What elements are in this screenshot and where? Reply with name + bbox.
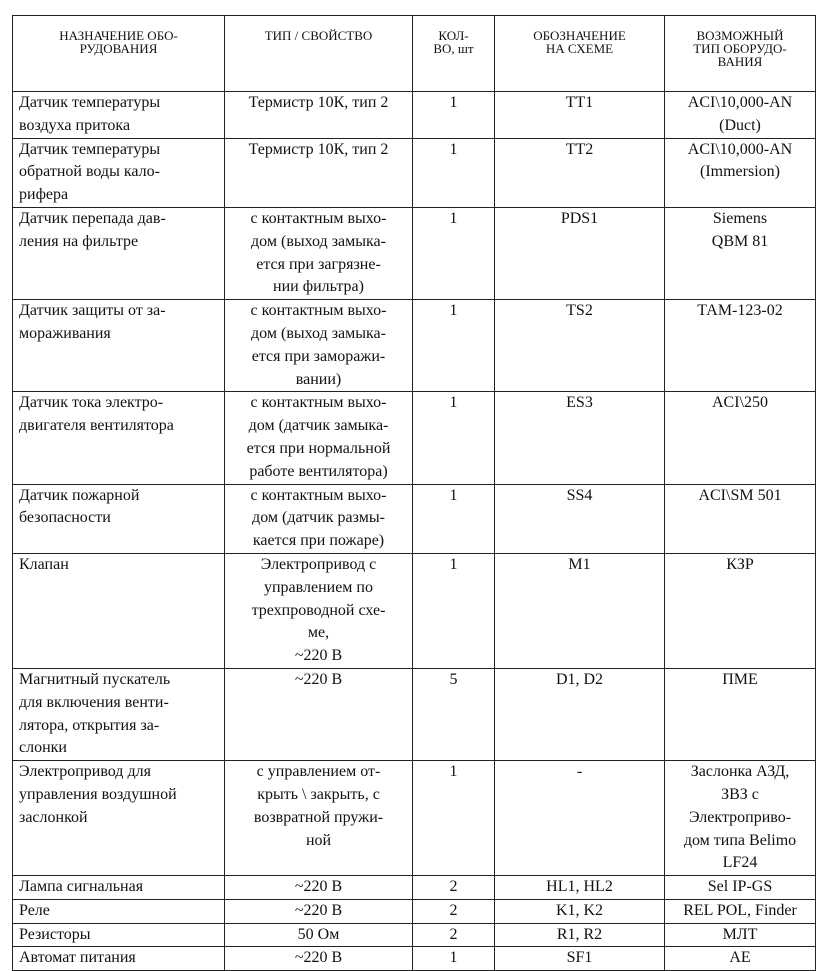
cell-qty: 1 xyxy=(413,300,495,392)
cell-purpose-line: Лампа сигнальная xyxy=(19,878,144,896)
cell-type-line: дом (выход замыка- xyxy=(251,324,386,342)
cell-qty: 1 xyxy=(413,553,495,668)
cell-type-line: ~220 В xyxy=(294,878,343,896)
cell-type xyxy=(225,899,413,923)
cell-equipment xyxy=(665,484,816,553)
cell-type-line: ~220 В xyxy=(294,901,343,919)
cell-equipment-line: ACI\SM 501 xyxy=(698,486,782,504)
cell-equipment-line: (Duct) xyxy=(719,116,761,134)
cell-qty: 1 xyxy=(413,392,495,484)
cell-type-line: с контактным выхо- xyxy=(250,394,387,412)
cell-purpose xyxy=(13,668,225,760)
cell-equipment-line: REL POL, Finder xyxy=(683,901,797,919)
cell-equipment-line: Заслонка АЗД, xyxy=(690,763,790,781)
table-row xyxy=(13,899,816,923)
cell-equipment-line: дом типа Belimo xyxy=(683,831,797,849)
cell-purpose xyxy=(13,553,225,668)
cell-type-line: с контактным выхо- xyxy=(250,486,387,504)
cell-equipment-line: ЗВЗ с xyxy=(721,785,759,803)
cell-type xyxy=(225,392,413,484)
cell-type xyxy=(225,947,413,971)
cell-purpose-line: Магнитный пускатель xyxy=(19,670,171,688)
cell-type-line: ется при заморажи- xyxy=(251,347,386,365)
cell-equipment-line: (Immersion) xyxy=(700,163,780,181)
cell-type-line: кается при пожаре) xyxy=(252,532,385,550)
cell-purpose-line: Датчик защиты от за- xyxy=(19,302,166,320)
cell-purpose-line: безопасности xyxy=(19,509,111,527)
cell-equipment-line: ACI\10,000-AN xyxy=(687,140,793,158)
cell-purpose-line: для включения венти- xyxy=(19,693,169,711)
table-row xyxy=(13,947,816,971)
cell-purpose-line: рифера xyxy=(19,186,69,204)
cell-purpose-line: Автомат питания xyxy=(19,949,136,967)
cell-type xyxy=(225,876,413,900)
cell-equipment-line: Siemens xyxy=(712,209,768,227)
cell-type xyxy=(225,138,413,207)
cell-equipment xyxy=(665,392,816,484)
table-row xyxy=(13,392,816,484)
cell-type-line: трехпроводной схе- xyxy=(251,601,386,619)
cell-equipment xyxy=(665,553,816,668)
cell-purpose-line: Реле xyxy=(19,901,50,919)
cell-type-line: с контактным выхо- xyxy=(250,209,387,227)
cell-purpose-line: обратной воды кало- xyxy=(19,163,160,181)
cell-type-line: вании) xyxy=(295,370,342,388)
cell-equipment xyxy=(665,300,816,392)
cell-equipment-line: ACI\10,000-AN xyxy=(687,94,793,111)
cell-equipment xyxy=(665,207,816,299)
cell-type xyxy=(225,92,413,139)
cell-equipment-line: МЛТ xyxy=(722,925,758,943)
cell-equipment-line: Электроприво- xyxy=(688,808,792,826)
cell-type xyxy=(225,300,413,392)
cell-type-line: с управлением от- xyxy=(256,763,381,781)
cell-type-line: Электропривод с xyxy=(260,555,377,573)
cell-equipment xyxy=(665,668,816,760)
cell-equipment xyxy=(665,899,816,923)
table-row xyxy=(13,300,816,392)
cell-purpose xyxy=(13,138,225,207)
cell-qty: 2 xyxy=(413,899,495,923)
table-row xyxy=(13,92,816,139)
cell-type xyxy=(225,207,413,299)
cell-purpose-line: ления на фильтре xyxy=(19,232,139,250)
cell-purpose xyxy=(13,92,225,139)
header-purpose: НАЗНАЧЕНИЕ ОБО- РУДОВАНИЯ xyxy=(13,16,225,92)
table-row xyxy=(13,761,816,876)
cell-purpose-line: Электропривод для xyxy=(19,763,151,781)
cell-designation: HL1, HL2 xyxy=(495,876,665,900)
cell-type xyxy=(225,553,413,668)
cell-designation: R1, R2 xyxy=(495,923,665,947)
table-row xyxy=(13,876,816,900)
cell-qty: 1 xyxy=(413,138,495,207)
cell-designation: - xyxy=(495,761,665,876)
cell-type-line: ~220 В xyxy=(294,670,343,688)
cell-type-line: ме, xyxy=(307,624,330,642)
cell-type-line: ется при загрязне- xyxy=(256,255,381,273)
table-row xyxy=(13,484,816,553)
cell-designation: TT2 xyxy=(495,138,665,207)
cell-purpose xyxy=(13,484,225,553)
cell-type-line: ~220 В xyxy=(294,949,343,967)
cell-type-line: ~220 В xyxy=(294,647,343,665)
cell-purpose xyxy=(13,923,225,947)
cell-purpose xyxy=(13,761,225,876)
cell-designation: SS4 xyxy=(495,484,665,553)
cell-designation: M1 xyxy=(495,553,665,668)
table-row xyxy=(13,138,816,207)
cell-purpose-line: управления воздушной xyxy=(19,785,177,803)
cell-designation: SF1 xyxy=(495,947,665,971)
cell-purpose-line: мораживания xyxy=(19,324,111,342)
cell-type-line: нии фильтра) xyxy=(273,278,364,296)
cell-qty: 5 xyxy=(413,668,495,760)
cell-type-line: дом (выход замыка- xyxy=(251,232,386,250)
cell-purpose xyxy=(13,899,225,923)
table-row xyxy=(13,207,816,299)
cell-type-line: ной xyxy=(305,831,332,849)
header-designation: ОБОЗНАЧЕНИЕ НА СХЕМЕ xyxy=(495,16,665,92)
cell-equipment-line: КЗР xyxy=(726,555,754,573)
cell-designation: TS2 xyxy=(495,300,665,392)
cell-type-line: ется при нормальной xyxy=(246,439,391,457)
header-equipment: ВОЗМОЖНЫЙ ТИП ОБОРУДО- ВАНИЯ xyxy=(665,16,816,92)
cell-equipment-line: Sel IP-GS xyxy=(707,878,773,896)
cell-purpose-line: Датчик температуры xyxy=(19,140,161,158)
cell-type-line: работе вентилятора) xyxy=(249,462,388,480)
cell-purpose xyxy=(13,876,225,900)
header-row xyxy=(13,16,816,92)
cell-equipment-line: ACI\250 xyxy=(712,394,768,412)
table-row xyxy=(13,553,816,668)
table-row xyxy=(13,923,816,947)
cell-equipment-line: LF24 xyxy=(722,854,758,872)
table-body xyxy=(13,92,816,971)
header-type: ТИП / СВОЙСТВО xyxy=(225,16,413,92)
equipment-table xyxy=(12,15,816,971)
cell-type-line: крыть \ закрыть, с xyxy=(257,785,380,803)
cell-qty: 1 xyxy=(413,761,495,876)
cell-designation: PDS1 xyxy=(495,207,665,299)
cell-qty: 1 xyxy=(413,484,495,553)
cell-purpose xyxy=(13,300,225,392)
cell-type-line: Термистр 10К, тип 2 xyxy=(248,94,389,111)
cell-equipment xyxy=(665,947,816,971)
cell-type-line: дом (датчик размы- xyxy=(252,509,385,527)
cell-designation: K1, K2 xyxy=(495,899,665,923)
cell-purpose-line: воздуха притока xyxy=(19,116,131,134)
table-row xyxy=(13,668,816,760)
cell-type-line: возвратной пружи- xyxy=(253,808,384,826)
cell-equipment-line: QBM 81 xyxy=(711,232,769,250)
cell-equipment xyxy=(665,923,816,947)
cell-qty: 1 xyxy=(413,947,495,971)
cell-type-line: управлением по xyxy=(263,578,373,596)
cell-designation: TT1 xyxy=(495,92,665,139)
cell-purpose-line: Датчик перепада дав- xyxy=(19,209,166,227)
cell-type xyxy=(225,761,413,876)
cell-designation: ES3 xyxy=(495,392,665,484)
cell-purpose xyxy=(13,392,225,484)
cell-purpose-line: Резисторы xyxy=(19,925,91,943)
cell-purpose xyxy=(13,947,225,971)
header-qty: КОЛ- ВО, шт xyxy=(413,16,495,92)
cell-purpose xyxy=(13,207,225,299)
cell-type-line: с контактным выхо- xyxy=(250,302,387,320)
cell-purpose-line: Клапан xyxy=(19,555,69,573)
cell-qty: 1 xyxy=(413,92,495,139)
cell-qty: 1 xyxy=(413,207,495,299)
cell-equipment-line: ТАМ-123-02 xyxy=(697,302,783,320)
cell-equipment-line: ПМЕ xyxy=(722,670,758,688)
cell-purpose-line: слонки xyxy=(19,739,67,757)
cell-purpose-line: двигателя вентилятора xyxy=(19,417,174,435)
cell-type-line: дом (датчик замыка- xyxy=(248,417,389,435)
cell-equipment xyxy=(665,92,816,139)
cell-designation: D1, D2 xyxy=(495,668,665,760)
cell-equipment xyxy=(665,761,816,876)
cell-type xyxy=(225,668,413,760)
cell-qty: 2 xyxy=(413,923,495,947)
cell-equipment xyxy=(665,138,816,207)
cell-purpose-line: лятора, открытия за- xyxy=(19,716,160,734)
cell-type xyxy=(225,923,413,947)
cell-type-line: 50 Ом xyxy=(297,925,340,943)
cell-equipment xyxy=(665,876,816,900)
cell-purpose-line: Датчик тока электро- xyxy=(19,394,164,412)
cell-type xyxy=(225,484,413,553)
cell-equipment-line: AE xyxy=(729,949,751,967)
cell-qty: 2 xyxy=(413,876,495,900)
cell-type-line: Термистр 10К, тип 2 xyxy=(248,140,389,158)
cell-purpose-line: Датчик пожарной xyxy=(19,486,140,504)
cell-purpose-line: Датчик температуры xyxy=(19,94,161,111)
cell-purpose-line: заслонкой xyxy=(19,808,88,826)
